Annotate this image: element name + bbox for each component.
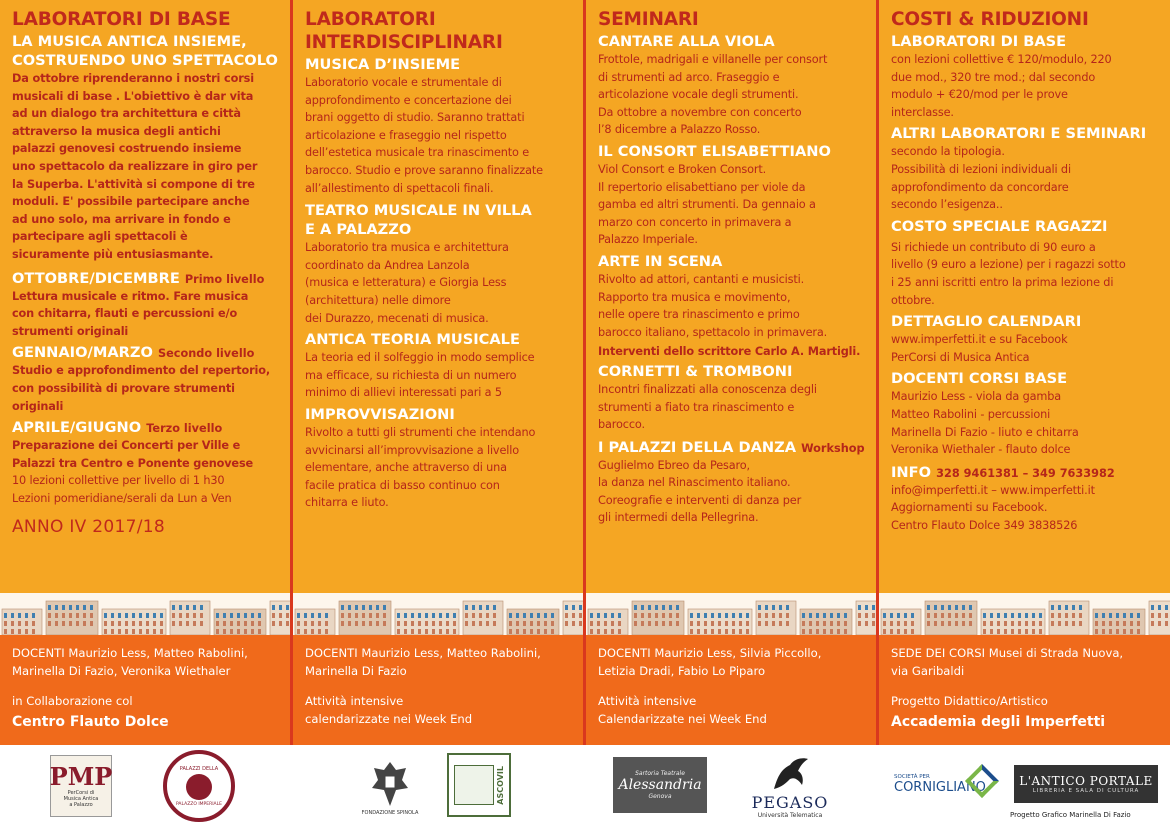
col3-section-4-text xyxy=(598,381,866,434)
col2-section-4-text xyxy=(305,424,573,512)
col3-section-2-title: IL CONSORT ELISABETTIANO xyxy=(598,142,831,160)
text-line: dell’estetica musicale tra rinascimento e xyxy=(305,146,530,160)
sartoria-line-2: Alessandria xyxy=(618,777,702,793)
col4-footer xyxy=(879,635,1170,745)
ascovil-name: ASCOVIL xyxy=(495,765,505,805)
text-line: ad uno solo, ma arrivare in fondo e xyxy=(12,212,231,226)
text-line: Studio e approfondimento del repertorio, xyxy=(12,364,270,378)
col3-section-1-text xyxy=(598,51,866,139)
antico-portale-name: L'ANTICO PORTALE xyxy=(1019,774,1153,788)
col2-footer xyxy=(293,635,583,745)
text-line: Si richiede un contributo di 90 euro a xyxy=(891,240,1096,254)
col1-subtitle-2: COSTRUENDO UNO SPETTACOLO xyxy=(12,52,278,69)
period-2-level: Secondo livello xyxy=(157,347,255,361)
col4-section-5-title: DOCENTI CORSI BASE xyxy=(891,370,1068,388)
text-line: secondo l’esigenza.. xyxy=(891,198,1003,212)
text-line: DOCENTI Maurizio Less, Matteo Rabolini, xyxy=(305,646,541,660)
text-line: coordinato da Andrea Lanzola xyxy=(305,258,470,272)
col4-section-2-title: ALTRI LABORATORI E SEMINARI xyxy=(891,125,1147,143)
text-line: barocco italiano, spettacolo in primavera. xyxy=(598,325,828,339)
col3-section-3-text xyxy=(598,271,866,341)
percorsi-logo: PMP PerCorsi di Musica Antica a Palazzo xyxy=(50,755,112,817)
text-line: Rivolto ad attori, cantanti e musicisti. xyxy=(598,272,805,286)
text-line: Marinella Di Fazio, Veronika Wiethaler xyxy=(12,664,231,678)
text-line: marzo con concerto in primavera a xyxy=(598,215,792,229)
pegaso-logo xyxy=(745,751,835,823)
text-line: ad un dialogo tra architettura e città xyxy=(12,107,241,121)
text-line: Calendarizzate nei Week End xyxy=(598,712,767,726)
palace-band-4 xyxy=(879,593,1170,635)
sartoria-line-1: Sartoria Teatrale xyxy=(635,770,685,777)
col3-teachers xyxy=(598,644,866,680)
seal-text-top: PALAZZI DELLA xyxy=(179,765,219,772)
text-line: Aggiornamenti su Facebook. xyxy=(891,501,1048,515)
text-line: DOCENTI Maurizio Less, Silvia Piccollo, xyxy=(598,646,822,660)
pegaso-name: PEGASO xyxy=(751,793,829,812)
col3-section-5-title: I PALAZZI DELLA DANZA xyxy=(598,438,796,456)
text-line: ma efficace, su richiesta di un numero xyxy=(305,368,517,382)
col3-section-1-title: CANTARE ALLA VIOLA xyxy=(598,33,775,50)
text-line: La teoria ed il solfeggio in modo semplice xyxy=(305,351,535,365)
col3-section-3-extra: Interventi dello scrittore Carlo A. Martigli. xyxy=(598,345,861,359)
text-line: approfondimento e concertazione dei xyxy=(305,93,512,107)
text-line: PerCorsi di Musica Antica xyxy=(891,350,1030,364)
col1-subtitle-1: LA MUSICA ANTICA INSIEME, xyxy=(12,33,247,50)
column-seminari xyxy=(586,0,876,828)
col1-period-2-text xyxy=(12,362,280,415)
spinola-name: FONDAZIONE SPINOLA xyxy=(361,810,419,816)
percorsi-line-2: Musica Antica xyxy=(63,796,99,802)
column-laboratori-base xyxy=(0,0,290,828)
antico-portale-sub: LIBRERIA E SALA DI CULTURA xyxy=(1032,788,1140,794)
col4-section-3-text xyxy=(891,239,1160,309)
text-line: Attività intensive xyxy=(598,694,697,708)
col4-section-1-title: LABORATORI DI BASE xyxy=(891,33,1067,50)
text-line: barocco. Studio e prove saranno finalizzate xyxy=(305,163,543,177)
period-3-level: Terzo livello xyxy=(146,422,223,436)
col2-teachers xyxy=(305,644,573,680)
text-line: Centro Flauto Dolce 349 3838526 xyxy=(891,518,1078,532)
text-line: originali xyxy=(12,399,64,413)
period-3-head: APRILE/GIUGNO xyxy=(12,419,142,437)
col1-period-1 xyxy=(12,268,280,288)
seal-text-bottom: PALAZZO IMPERIALE xyxy=(176,801,222,807)
col2-section-1-text xyxy=(305,74,573,197)
palace-facade-illustration xyxy=(879,593,1170,635)
text-line: l’8 dicembre a Palazzo Rosso. xyxy=(598,123,761,137)
text-line: www.imperfetti.it e su Facebook xyxy=(891,333,1068,347)
text-line: facile pratica di basso continuo con xyxy=(305,478,500,492)
col1-period-3 xyxy=(12,417,280,437)
palace-facade-illustration xyxy=(586,593,876,635)
col2-content xyxy=(293,8,583,593)
col4-section-4-title: DETTAGLIO CALENDARI xyxy=(891,313,1082,331)
col1-collab-label: in Collaborazione col xyxy=(12,694,133,708)
col2-section-2-title-b: E A PALAZZO xyxy=(305,221,412,239)
text-line: all’allestimento di spettacoli finali. xyxy=(305,181,494,195)
percorsi-line-1: PerCorsi di xyxy=(67,790,95,796)
text-line: Incontri finalizzati alla conoscenza degli xyxy=(598,382,817,396)
text-line: Maurizio Less - viola da gamba xyxy=(891,390,1062,404)
col4-project-name: Accademia degli Imperfetti xyxy=(891,714,1106,730)
col1-teachers xyxy=(12,644,280,680)
text-line: attraverso la musica degli antichi xyxy=(12,124,221,138)
text-line: interclasse. xyxy=(891,105,954,119)
col4-content xyxy=(879,8,1170,593)
text-line: Il repertorio elisabettiano per viole da xyxy=(598,180,806,194)
text-line: moduli. E' possibile partecipare anche xyxy=(12,195,250,209)
col2-section-2-text xyxy=(305,239,573,327)
text-line: modulo + €20/mod per le prove xyxy=(891,88,1068,102)
text-line: Preparazione dei Concerti per Ville e xyxy=(12,439,241,453)
text-line: 10 lezioni collettive per livello di 1 h30 xyxy=(12,474,225,488)
text-line: (musica e letteratura) e Giorgia Less xyxy=(305,276,507,290)
col3-section-5-text xyxy=(598,457,866,527)
col4-section-4-text xyxy=(891,331,1160,366)
palazzi-seal-logo xyxy=(163,750,235,822)
col2-section-3-text xyxy=(305,349,573,402)
text-line: Matteo Rabolini - percussioni xyxy=(891,407,1051,421)
ascovil-emblem-icon xyxy=(454,765,494,805)
palace-band-1 xyxy=(0,593,290,635)
cornigliano-line-1: SOCIETÀ PER xyxy=(894,773,930,780)
col1-period-1-text xyxy=(12,288,280,341)
col2-section-4-title: IMPROVVISAZIONI xyxy=(305,405,455,423)
col4-section-5-text xyxy=(891,388,1160,458)
text-line: gamba ed altri strumenti. Da gennaio a xyxy=(598,198,816,212)
text-line: via Garibaldi xyxy=(891,664,965,678)
text-line: Coreografie e interventi di danza per xyxy=(598,493,802,507)
col4-section-2-text xyxy=(891,143,1160,213)
col2-section-1-title: MUSICA D’INSIEME xyxy=(305,56,461,73)
text-line: gli intermedi della Pellegrina. xyxy=(598,511,759,525)
column-divider xyxy=(583,0,586,828)
text-line: strumenti a fiato tra rinascimento e xyxy=(598,400,795,414)
text-line: chitarra e liuto. xyxy=(305,496,389,510)
text-line: calendarizzate nei Week End xyxy=(305,712,473,726)
text-line: i 25 anni iscritti entro la prima lezione di xyxy=(891,275,1114,289)
text-line: articolazione vocale degli strumenti. xyxy=(598,88,799,102)
palace-band-2 xyxy=(293,593,583,635)
text-line: la Superba. L'attività si compone di tre xyxy=(12,177,255,191)
text-line: partecipare agli spettacoli è xyxy=(12,230,188,244)
col2-title-2: INTERDISCIPLINARI xyxy=(305,32,503,53)
col2-activities xyxy=(305,692,573,728)
text-line: con chitarra, flauti e percussioni e/o xyxy=(12,307,238,321)
text-line: palazzi genovesi costruendo insieme xyxy=(12,142,242,156)
text-line: Lezioni pomeridiane/serali da Lun a Ven xyxy=(12,491,232,505)
text-line: secondo la tipologia. xyxy=(891,145,1005,159)
cornigliano-logo xyxy=(894,759,1004,809)
col3-section-4-title: CORNETTI & TROMBONI xyxy=(598,362,793,380)
text-line: DOCENTI Maurizio Less, Matteo Rabolini, xyxy=(12,646,248,660)
eagle-crest-icon xyxy=(370,760,410,808)
text-line: (architettura) nelle dimore xyxy=(305,293,451,307)
col4-info-text xyxy=(891,482,1160,535)
ascovil-logo xyxy=(447,753,511,817)
text-line: approfondimento da concordare xyxy=(891,180,1069,194)
text-line: strumenti originali xyxy=(12,324,129,338)
text-line: articolazione e fraseggio nel rispetto xyxy=(305,128,507,142)
text-line: Da ottobre riprenderanno i nostri corsi xyxy=(12,72,254,85)
text-line: con possibilità di provare strumenti xyxy=(12,381,235,395)
col1-title: LABORATORI DI BASE xyxy=(12,9,231,30)
col2-section-3-title: ANTICA TEORIA MUSICALE xyxy=(305,331,520,349)
col3-section-2-text xyxy=(598,161,866,249)
col3-section-3-title: ARTE IN SCENA xyxy=(598,252,723,270)
text-line: minimo di allievi interessati pari a 5 xyxy=(305,386,502,400)
col2-title-1: LABORATORI xyxy=(305,9,436,30)
col1-collab-name: Centro Flauto Dolce xyxy=(12,714,169,730)
logos-strip xyxy=(0,745,1170,828)
cornigliano-line-2: CORNIGLIANO xyxy=(894,779,986,795)
col3-title: SEMINARI xyxy=(598,9,699,30)
workshop-tag: Workshop xyxy=(801,441,865,455)
text-line: uno spettacolo da realizzare in giro per xyxy=(12,159,258,173)
palace-facade-illustration xyxy=(293,593,583,635)
column-divider xyxy=(290,0,293,828)
text-line: Marinella Di Fazio xyxy=(305,664,407,678)
text-line: elementare, anche attraverso di una xyxy=(305,461,507,475)
text-line: info@imperfetti.it – www.imperfetti.it xyxy=(891,483,1095,497)
col4-project-label: Progetto Didattico/Artistico xyxy=(891,694,1048,708)
text-line: barocco. xyxy=(598,418,645,432)
col1-footer xyxy=(0,635,290,745)
col3-footer xyxy=(586,635,876,745)
col1-intro xyxy=(12,70,280,264)
text-line: Possibilità di lezioni individuali di xyxy=(891,162,1071,176)
text-line: Frottole, madrigali e villanelle per consort xyxy=(598,53,828,66)
text-line: Marinella Di Fazio - liuto e chitarra xyxy=(891,425,1079,439)
text-line: musicali di base . L'obiettivo è dar vita xyxy=(12,89,254,103)
col3-section-5-head xyxy=(598,437,866,457)
text-line: Viol Consort e Broken Consort. xyxy=(598,162,767,176)
pegasus-icon xyxy=(768,755,812,793)
col1-period-3-extra xyxy=(12,472,280,507)
percorsi-line-3: a Palazzo xyxy=(69,802,93,808)
period-2-head: GENNAIO/MARZO xyxy=(12,344,153,362)
text-line: Palazzo Imperiale. xyxy=(598,233,698,247)
info-phones: 328 9461381 – 349 7633982 xyxy=(936,466,1115,480)
text-line: di strumenti ad arco. Fraseggio e xyxy=(598,70,780,84)
text-line: dei Durazzo, mecenati di musica. xyxy=(305,311,489,325)
period-1-level: Primo livello xyxy=(184,272,265,286)
col4-section-1-text xyxy=(891,51,1160,121)
text-line: la danza nel Rinascimento italiano. xyxy=(598,476,791,490)
sartoria-line-3: Genova xyxy=(648,793,672,800)
palace-band-3 xyxy=(586,593,876,635)
col1-content xyxy=(0,8,290,593)
text-line: Laboratorio tra musica e architettura xyxy=(305,241,509,255)
col3-activities xyxy=(598,692,866,728)
column-divider xyxy=(876,0,879,828)
text-line: Rivolto a tutti gli strumenti che intendano xyxy=(305,425,536,439)
text-line: Guglielmo Ebreo da Pesaro, xyxy=(598,458,750,472)
col1-period-2 xyxy=(12,342,280,362)
text-line: Veronika Wiethaler - flauto dolce xyxy=(891,443,1071,457)
text-line: nelle opere tra rinascimento e primo xyxy=(598,308,800,322)
text-line: Palazzi tra Centro e Ponente genovese xyxy=(12,456,254,470)
col2-section-2-title-a: TEATRO MUSICALE IN VILLA xyxy=(305,202,532,220)
text-line: Laboratorio vocale e strumentale di xyxy=(305,76,502,89)
col4-info-line xyxy=(891,462,1160,482)
col1-period-3-text xyxy=(12,437,280,472)
text-line: Attività intensive xyxy=(305,694,404,708)
info-label: INFO xyxy=(891,463,932,481)
text-line: SEDE DEI CORSI Musei di Strada Nuova, xyxy=(891,646,1124,660)
col3-content xyxy=(586,8,876,593)
col4-section-3-title: COSTO SPECIALE RAGAZZI xyxy=(891,217,1108,235)
col4-sede xyxy=(891,644,1160,680)
design-credit: Progetto Grafico Marinella Di Fazio xyxy=(1010,811,1131,819)
text-line: ottobre. xyxy=(891,293,935,307)
text-line: Letizia Dradi, Fabio Lo Piparo xyxy=(598,664,766,678)
text-line: Rapporto tra musica e movimento, xyxy=(598,290,791,304)
period-1-head: OTTOBRE/DICEMBRE xyxy=(12,269,180,287)
seal-emblem-icon xyxy=(186,774,212,800)
col4-title: COSTI & RIDUZIONI xyxy=(891,9,1089,30)
antico-portale-logo xyxy=(1014,765,1158,803)
academic-year: ANNO IV 2017/18 xyxy=(12,517,166,538)
text-line: livello (9 euro a lezione) per i ragazzi sotto xyxy=(891,258,1126,272)
text-line: brani oggetto di studio. Saranno trattati xyxy=(305,111,525,125)
sartoria-logo xyxy=(613,757,707,813)
text-line: due mod., 320 tre mod.; dal secondo xyxy=(891,70,1096,84)
text-line: sicuramente più entusiasmante. xyxy=(12,247,214,261)
column-laboratori-interdisciplinari xyxy=(293,0,583,828)
text-line: con lezioni collettive € 120/modulo, 220 xyxy=(891,53,1112,66)
text-line: Lettura musicale e ritmo. Fare musica xyxy=(12,289,249,303)
text-line: Da ottobre a novembre con concerto xyxy=(598,105,802,119)
column-costi xyxy=(879,0,1170,828)
spinola-logo xyxy=(355,753,425,823)
text-line: avvicinarsi all’improvvisazione a livello xyxy=(305,443,520,457)
pegaso-sub: Università Telematica xyxy=(757,812,823,819)
palace-facade-illustration xyxy=(0,593,290,635)
